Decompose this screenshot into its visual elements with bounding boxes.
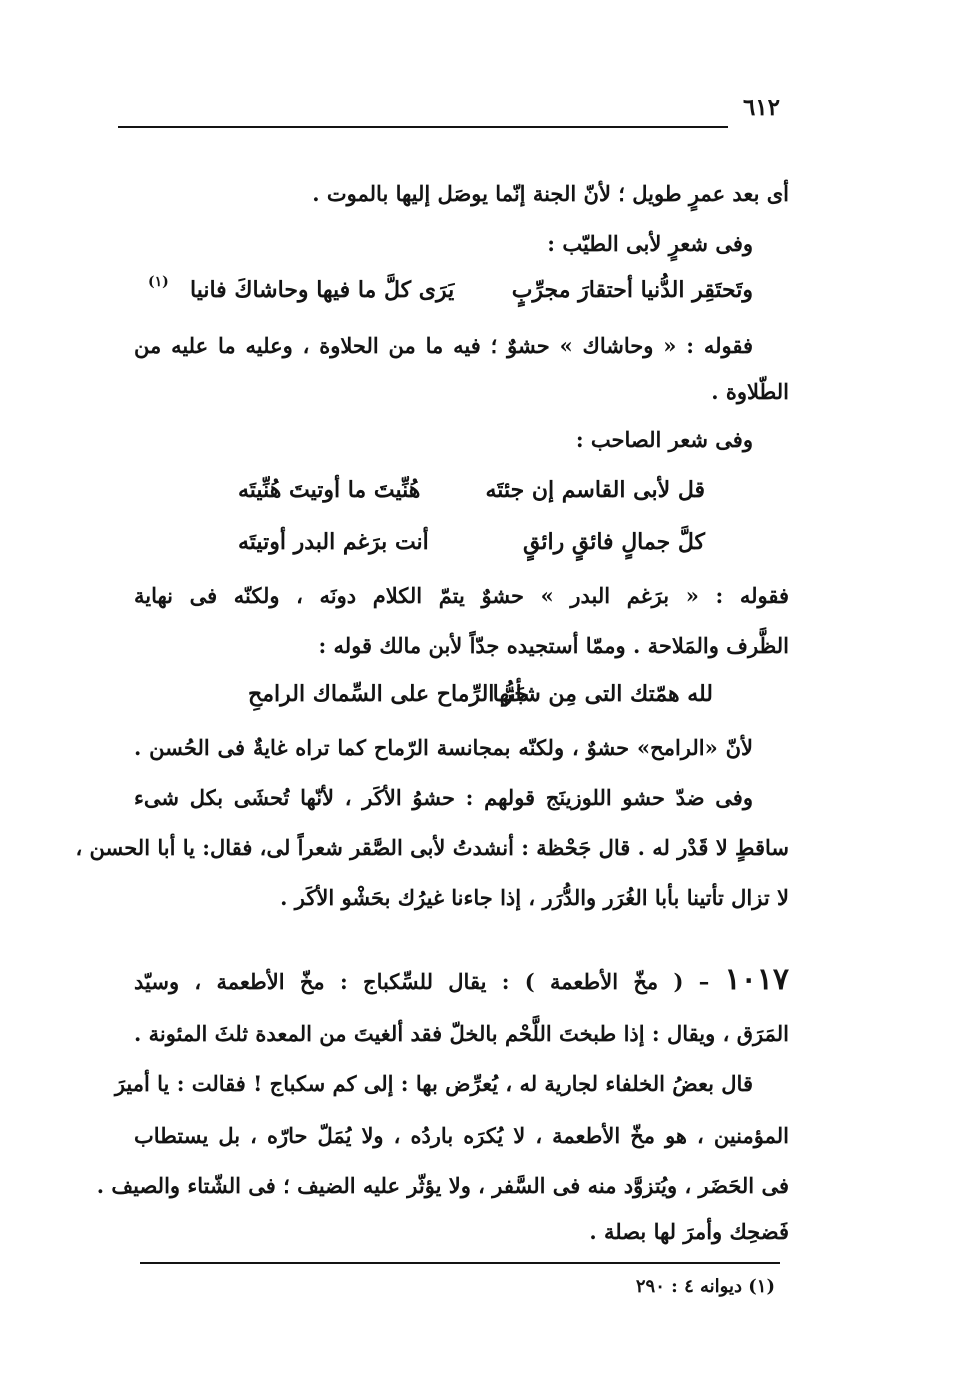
footnote-marker: (١) [148, 274, 169, 290]
page-number: ٦١٢ [742, 94, 780, 121]
text-line: لا تزال تأتينا بأبا الغُرَر والدُّرَر ، إذا جاءنا غيرُك بحَشْو الأكَر . [280, 885, 789, 910]
text-line: المؤمنين ، هو مخّ الأطعمة ، لا يُكرَه باردُه ، ولا يُمَلّ حارّه ، بل يستطاب [134, 1123, 789, 1148]
entry-heading-text: – ( مخّ الأطعمة ) : يقال للسِّكباج : مخّ الأطعمة ، وسيّد [134, 969, 710, 994]
text-line: وفى شعرٍ لأبى الطيّب : [547, 231, 753, 256]
text-line: الظَّرف والمَلاحة . وممّا أستجيده جدّاً لأبن مالك قوله : [318, 633, 789, 658]
header-rule [118, 126, 728, 128]
text-line: ساقطٍ لا قَدْر له . قال جَحْظة : أنشدتُ لأبى الصَّقر شعراً لى، فقال: يا أبا الحسن ، [75, 835, 789, 860]
verse-hemistich-second: أنت برَغم البدر أوتيتَه [238, 529, 429, 555]
text-line: فَضحِك وأمرَ لها بصلة . [589, 1219, 789, 1244]
footnote: (١) ديوانه ٤ : ٢٩٠ [635, 1276, 775, 1297]
verse-hemistich-second: يَرَى كلَّ ما فيها وحاشاكَ فانيا [190, 277, 455, 303]
verse-hemistich-first: وتَحتَقِر الدُّنيا أحتقارَ مجرِّبٍ [511, 277, 753, 303]
text-line: وفى ضدّ حشو اللوزينَج قولهم : حشوُ الأكَر ، لأنّها تُحشَى بكل شىء [134, 785, 753, 810]
page-header [118, 92, 780, 132]
verse-hemistich-second: هُنِّيتَ ما أوتيتَ هُنِّيتَه [238, 477, 421, 503]
text-line: أى بعد عمرٍ طويل ؛ لأنّ الجنة إنّما يوصَل إليها بالموت . [312, 181, 789, 206]
entry-number: ١٠١٧ [724, 962, 789, 997]
verse-hemistich-first: قل لأبى القاسم إن جئتَه [485, 477, 705, 503]
text-line: وفى شعر الصاحب : [575, 427, 753, 452]
text-line: المَرَق ، ويقال : إذا طبختَ اللَّحْم بالخلّ فقد ألغيتَ من المعدة ثلثَ المئونة . [134, 1021, 789, 1046]
text-line: الطّلاوة . [711, 379, 789, 404]
text-line: لأنّ «الرامح» حشوٌ ، ولكنّه بمجانسة الرّماح كما تراه غايةٌ فى الحُسن . [134, 735, 753, 760]
text-line: قال بعضُ الخلفاء لجارية له ، يُعرِّض بها : إلى كم سكباج ! فقالت : يا أميرَ [114, 1071, 753, 1096]
text-line: فى الحَضَر ، ويُتزوَّد منه فى السَّفر ، ولا يؤثّر عليه الضيف ؛ فى الشّتاء والصيف . [96, 1173, 789, 1198]
text-line: فقوله : « وحاشاك » حشوٌ ؛ فيه ما من الحلاوة ، وعليه ما عليه من [134, 333, 753, 358]
verse-hemistich-first: كلَّ جمالٍ فائقٍ رائقٍ [522, 529, 705, 555]
text-line: فقوله : « برَغم البدر » حشوٌ يتمّ الكلام دونَه ، ولكنّه فى نهاية [134, 583, 789, 608]
verse-hemistich-first: لله همّتك التى مِن شأنها [492, 681, 713, 707]
footnote-rule [140, 1262, 780, 1264]
entry-heading-line [134, 964, 789, 998]
verse-hemistich-second: جَرُّ الرِّماح على السِّماك الرامحِ [248, 681, 528, 707]
